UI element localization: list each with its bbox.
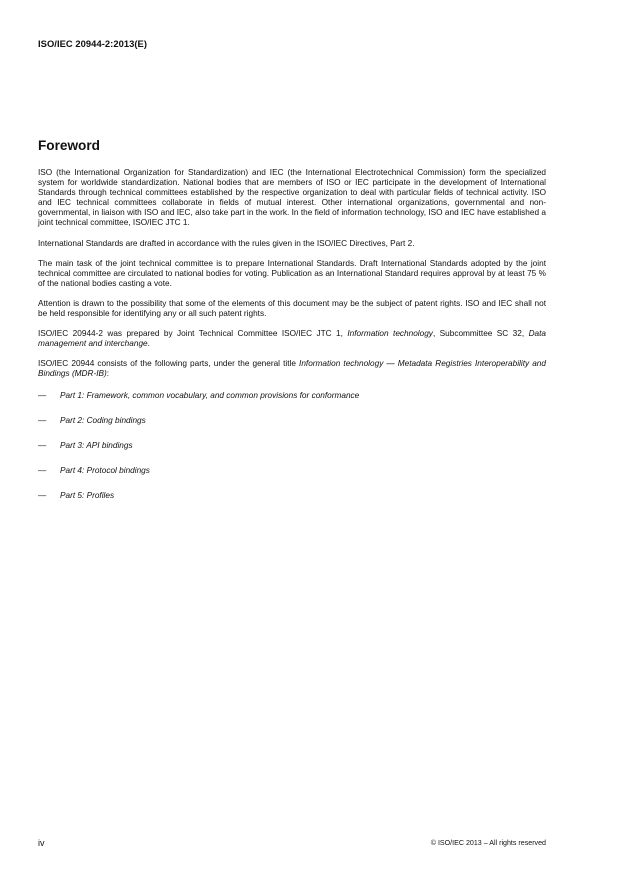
document-id-header: ISO/IEC 20944-2:2013(E) <box>38 38 148 49</box>
part-title: Part 3: API bindings <box>60 440 133 450</box>
part-title: Part 2: Coding bindings <box>60 415 146 425</box>
dash-bullet: — <box>38 415 47 425</box>
list-item <box>38 466 546 476</box>
part-title: Part 1: Framework, common vocabulary, and common provisions for conformance <box>60 390 360 400</box>
paragraph-main-task: The main task of the joint technical committee is to prepare International Standards. Draft International Standards adopted by the joint technical committee are circulated to national bodies for voting. Publication as an International Standard requires approval by at least 75 % of the national bodies casting a vote. <box>38 258 546 288</box>
paragraph-patent-rights: Attention is drawn to the possibility that some of the elements of this document may be the subject of patent rights. ISO and IEC shall not be held responsible for identifying any or all such patent rights. <box>38 298 546 319</box>
prepared-by-text-c: , Subcommittee SC 32, <box>432 329 529 339</box>
list-item <box>38 441 546 451</box>
page-number: iv <box>38 838 45 848</box>
part-title: Part 4: Protocol bindings <box>60 465 150 475</box>
list-item <box>38 391 546 401</box>
prepared-by-text-a: ISO/IEC 20944-2 was prepared by Joint Technical Committee ISO/IEC JTC 1, <box>38 329 348 339</box>
prepared-by-text-e: . <box>147 339 150 349</box>
parts-list <box>38 391 546 501</box>
copyright-notice: © ISO/IEC 2013 – All rights reserved <box>430 839 546 847</box>
parts-general-title: Information technology — Metadata Registries Interoperability and Bindings (MDR-IB) <box>38 359 546 379</box>
prepared-by-subcommittee-title: Data management and interchange <box>38 329 546 349</box>
foreword-section <box>38 138 546 516</box>
paragraph-parts-intro <box>38 359 546 379</box>
paragraph-directives: International Standards are drafted in accordance with the rules given in the ISO/IEC Directives, Part 2. <box>38 238 415 248</box>
dash-bullet: — <box>38 490 47 500</box>
dash-bullet: — <box>38 440 47 450</box>
paragraph-prepared-by <box>38 329 546 349</box>
prepared-by-committee-title: Information technology <box>347 329 433 339</box>
section-title: Foreword <box>38 138 100 153</box>
paragraph-iso-iec-overview: ISO (the International Organization for Standardization) and IEC (the International Electrotechnical Commission) form the specialized system for worldwide standardization. National bodies that are members of ISO or IEC participate in the development of International Standards through technical committees established by the respective organization to deal with particular fields of technical activity. ISO and IEC technical committees collaborate in fields of mutual interest. Other international organizations, governmental and non-governmental, in liaison with ISO and IEC, also take part in the work. In the field of information technology, ISO and IEC have established a joint technical committee, ISO/IEC JTC 1. <box>38 168 546 228</box>
part-title: Part 5: Profiles <box>60 490 115 500</box>
parts-intro-text-c: : <box>106 369 110 379</box>
dash-bullet: — <box>38 465 47 475</box>
list-item <box>38 416 546 426</box>
parts-intro-text-a: ISO/IEC 20944 consists of the following parts, under the general title <box>38 359 300 369</box>
dash-bullet: — <box>38 390 47 400</box>
list-item <box>38 491 546 501</box>
